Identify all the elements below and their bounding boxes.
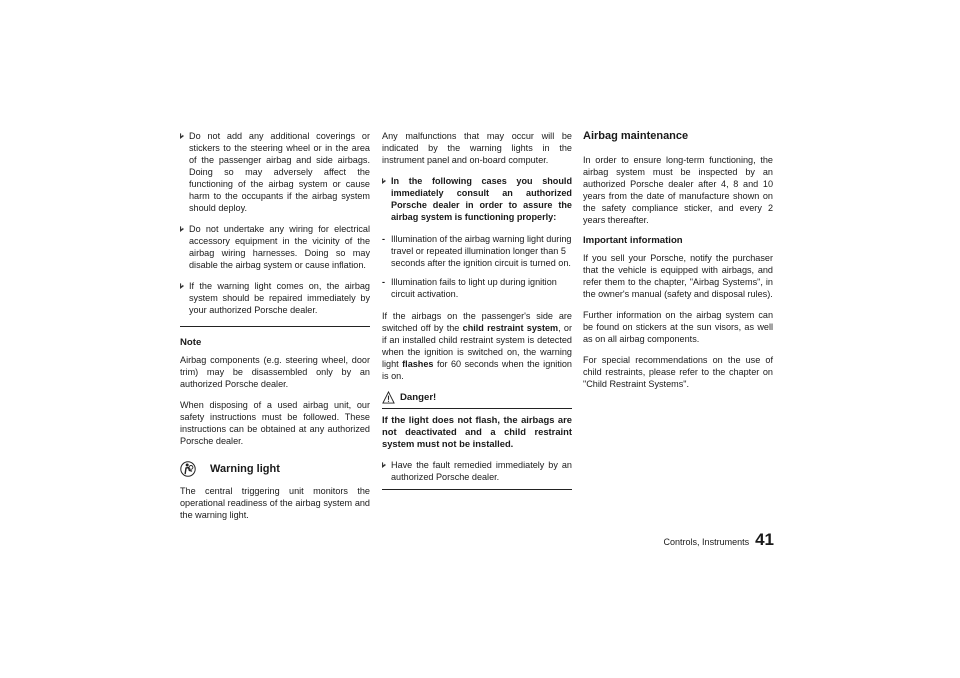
column-middle <box>382 130 572 490</box>
divider <box>180 326 370 327</box>
warning-light-title: Warning light <box>210 463 280 475</box>
triangle-bullet-icon <box>382 462 386 468</box>
note-paragraph: When disposing of a used airbag unit, our safety instructions must be followed. These instructions can be obtained at any authorized Porsche dealer. <box>180 400 370 446</box>
danger-text: If the light does not flash, the airbags are not deactivated and a child restraint system must not be installed. <box>382 414 572 449</box>
triangle-bullet-icon <box>180 226 184 232</box>
triangle-bullet-icon <box>180 133 184 139</box>
triangle-bullet-icon <box>382 178 386 184</box>
note-heading: Note <box>180 337 202 348</box>
bullet-item: If the warning light comes on, the airbag system should be repaired immediately by your authorized Porsche dealer. <box>180 280 370 316</box>
dash-item: - Illumination of the airbag warning light during travel or repeated illumination longer than 5 seconds after the ignition circuit is turned on. <box>382 234 572 268</box>
page-footer <box>664 530 774 550</box>
dash-mark: - <box>382 234 386 244</box>
bullet-item: In the following cases you should immediately consult an authorized Porsche dealer in order to assure the airbag system is functioning properly: <box>382 175 572 223</box>
child-restraint-paragraph: If the airbags on the passenger's side are switched off by the child restraint system, or if an installed child restraint system is detected when the ignition is switched on, the warning light flashes for 60 seconds when the ignition is on. <box>382 311 573 381</box>
stickers-paragraph: Further information on the airbag system can be found on stickers at the sun visors, as well as on all airbag components. <box>583 310 773 344</box>
child-restraint-reference: For special recommendations on the use of child restraints, please refer to the chapter on "Child Restraint Systems". <box>583 355 773 389</box>
danger-label: Danger! <box>400 392 437 403</box>
sale-paragraph: If you sell your Porsche, notify the purchaser that the vehicle is equipped with airbags, and refer them to the chapter, "Airbag Systems", in the owner's manual (safety and disposal rules). <box>583 253 773 299</box>
dash-item: - Illumination fails to light up during ignition circuit activation. <box>382 277 557 299</box>
bullet-item: Do not add any additional coverings or stickers to the steering wheel or in the area of the passenger airbag and side airbags. Doing so may adversely affect the functioning of the airbag system or cause harm to the occupants if the airbag system should deploy. <box>180 130 370 214</box>
column-left <box>180 130 370 530</box>
warning-light-heading <box>180 461 370 477</box>
danger-heading <box>382 391 572 404</box>
page-number: 41 <box>755 530 774 549</box>
warning-light-text: The central triggering unit monitors the operational readiness of the airbag system and the warning light. <box>180 486 370 520</box>
bullet-item: Do not undertake any wiring for electrical accessory equipment in the vicinity of the airbag wiring harnesses. Doing so may disable the airbag system or cause inflation. <box>180 223 370 271</box>
bullet-item: Have the fault remedied immediately by an authorized Porsche dealer. <box>382 459 572 483</box>
maintenance-paragraph: In order to ensure long-term functioning, the airbag system must be inspected by an authorized Porsche dealer after 4, 8 and 10 years from the date of manufacture shown on the safety compliance sticker, and every 2 years thereafter. <box>583 155 773 225</box>
divider <box>382 408 572 409</box>
note-paragraph: Airbag components (e.g. steering wheel, door trim) may be disassembled only by an authorized Porsche dealer. <box>180 355 370 389</box>
important-info-heading: Important information <box>583 235 683 246</box>
triangle-bullet-icon <box>180 283 184 289</box>
divider <box>382 489 572 490</box>
airbag-maintenance-heading: Airbag maintenance <box>583 130 689 142</box>
malfunction-intro: Any malfunctions that may occur will be indicated by the warning lights in the instrument panel and on-board computer. <box>382 131 572 165</box>
section-title: Controls, Instruments <box>663 537 750 547</box>
danger-warning-icon <box>382 391 395 404</box>
column-right <box>583 130 773 399</box>
dash-mark: - <box>382 277 386 287</box>
airbag-warning-icon <box>180 461 196 477</box>
